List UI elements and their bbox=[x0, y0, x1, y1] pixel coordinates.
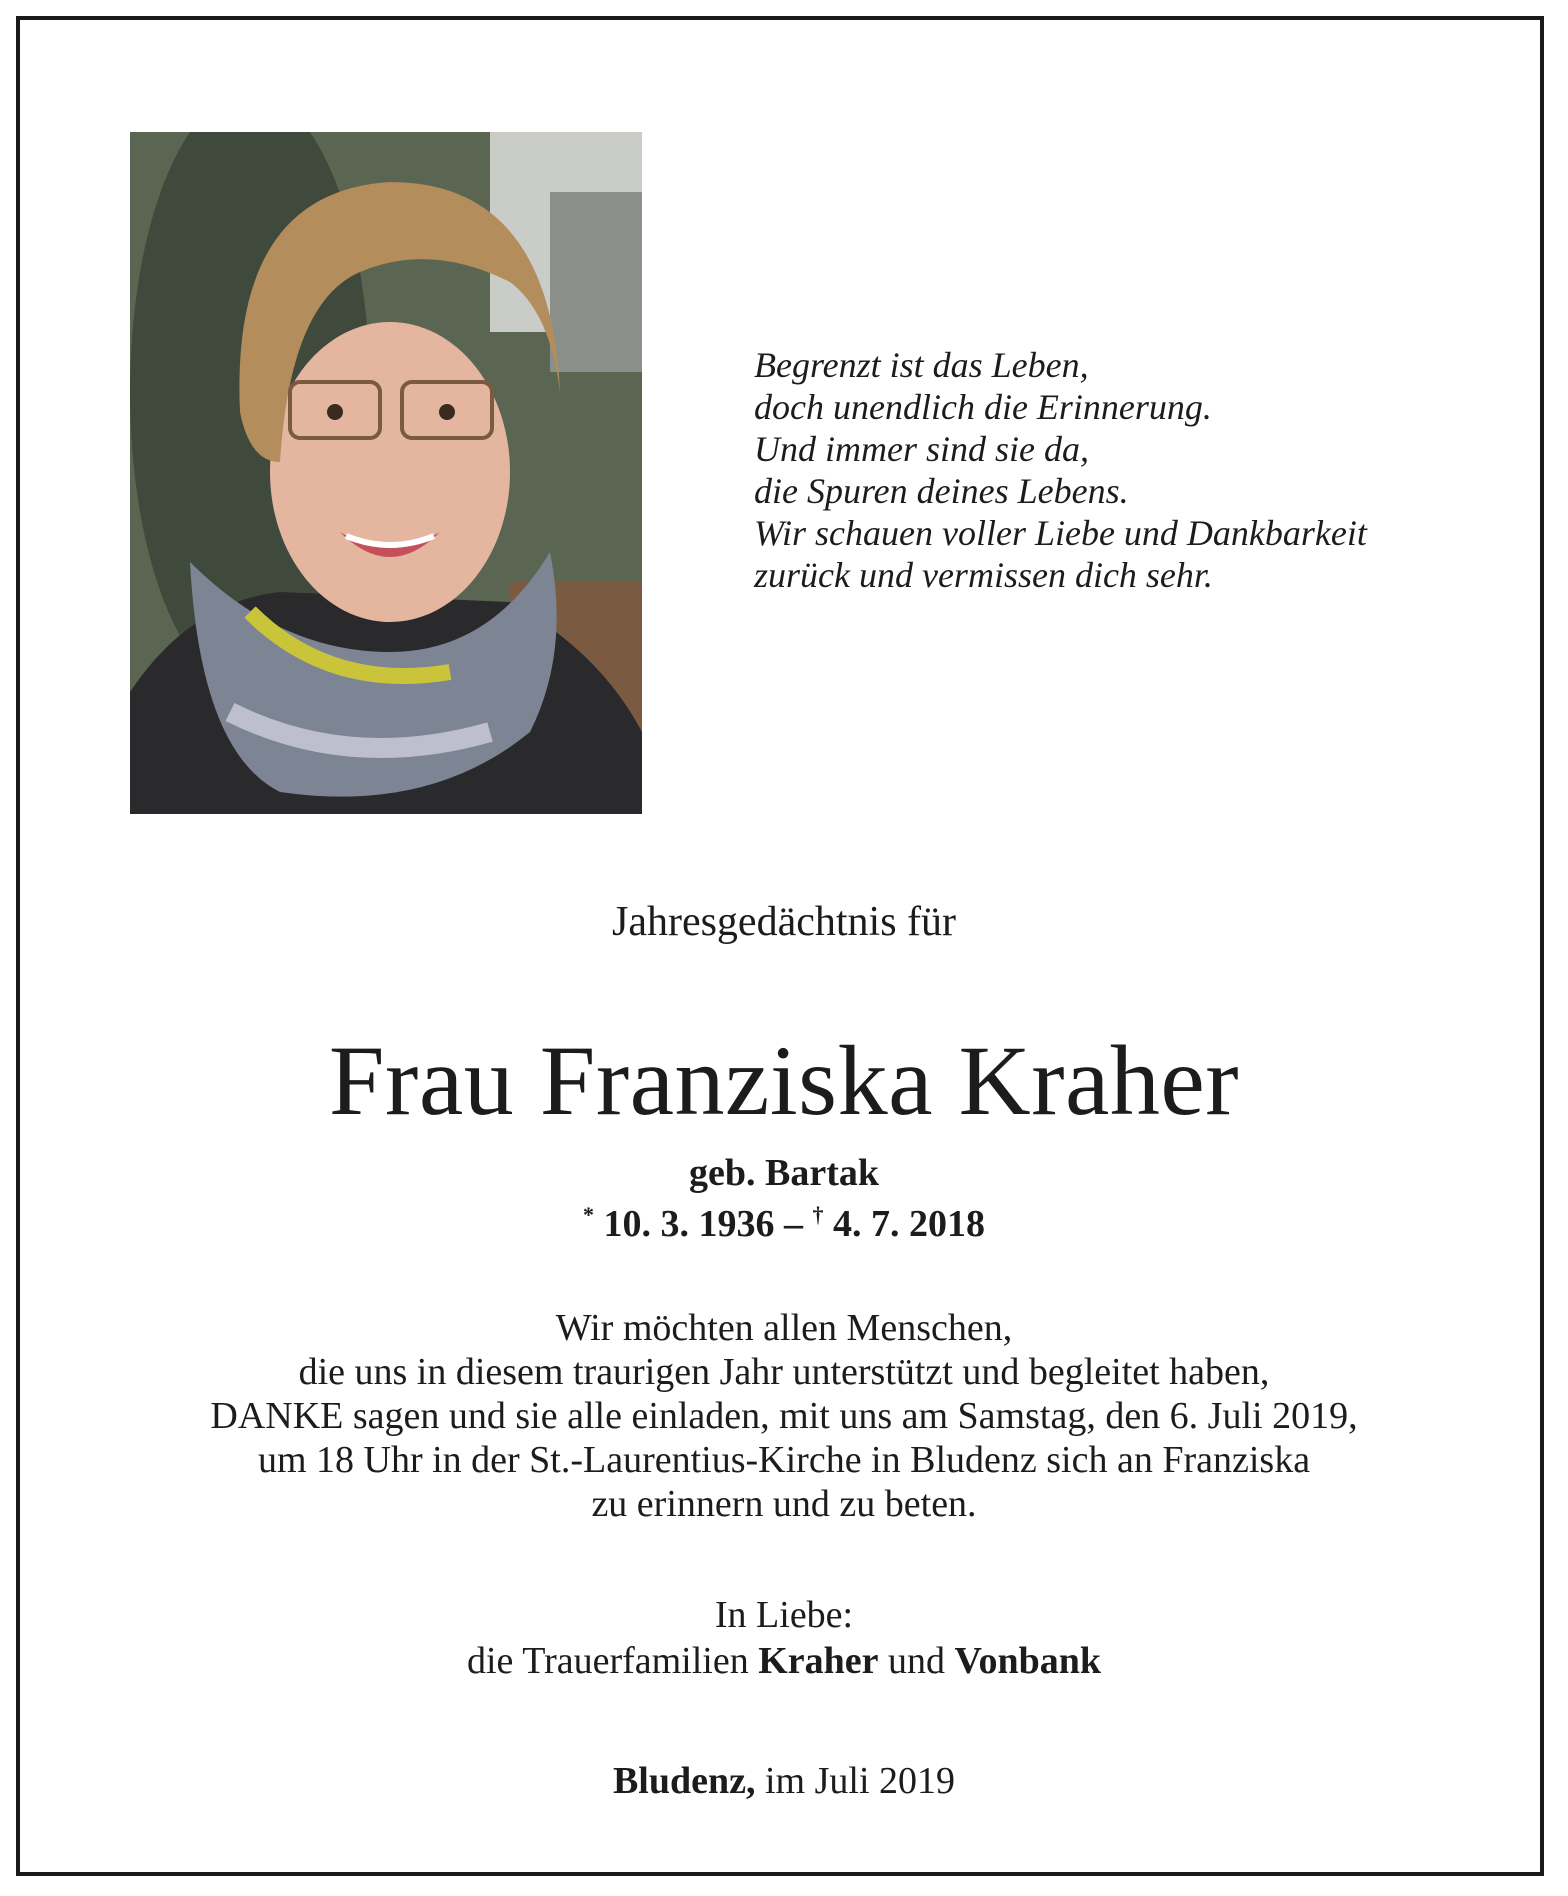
place-date bbox=[40, 1758, 1528, 1804]
place-name: Bludenz, bbox=[612, 1760, 756, 1802]
deceased-name: Frau Franziska Kraher bbox=[328, 1025, 1240, 1136]
date-separator: – bbox=[784, 1203, 803, 1245]
portrait-illustration bbox=[130, 132, 642, 814]
message-line: die uns in diesem traurigen Jahr unterstützt und begleitet haben, bbox=[298, 1351, 1270, 1393]
poem-line: Und immer sind sie da, bbox=[754, 429, 1089, 469]
memorial-intro: Jahresgedächtnis für bbox=[611, 899, 957, 945]
date-text: im Juli 2019 bbox=[765, 1760, 956, 1802]
life-dates bbox=[40, 1192, 1528, 1247]
death-symbol: † bbox=[812, 1202, 824, 1227]
memorial-poem bbox=[754, 344, 1514, 596]
poem-line: zurück und vermissen dich sehr. bbox=[754, 555, 1213, 595]
birth-symbol: * bbox=[583, 1202, 594, 1227]
family-name-1: Kraher bbox=[758, 1640, 879, 1682]
birth-name: geb. Bartak bbox=[689, 1152, 879, 1194]
closing-love: In Liebe: bbox=[714, 1594, 854, 1636]
poem-line: Begrenzt ist das Leben, bbox=[754, 345, 1089, 385]
message-line: um 18 Uhr in der St.-Laurentius-Kirche in Bludenz sich an Franziska bbox=[257, 1439, 1311, 1481]
poem-line: die Spuren deines Lebens. bbox=[754, 471, 1129, 511]
families-conjunction: und bbox=[888, 1640, 946, 1682]
death-date: 4. 7. 2018 bbox=[833, 1203, 985, 1245]
poem-line: Wir schauen voller Liebe und Dankbarkeit bbox=[754, 513, 1367, 553]
message-line: Wir möchten allen Menschen, bbox=[555, 1307, 1013, 1349]
family-name-2: Vonbank bbox=[954, 1640, 1102, 1682]
mourning-families bbox=[40, 1638, 1528, 1684]
birth-date: 10. 3. 1936 bbox=[603, 1203, 775, 1245]
invitation-message bbox=[40, 1306, 1528, 1526]
poem-line: doch unendlich die Erinnerung. bbox=[754, 387, 1212, 427]
portrait-photo bbox=[130, 132, 642, 814]
message-line: zu erinnern und zu beten. bbox=[591, 1483, 977, 1525]
families-prefix: die Trauerfamilien bbox=[466, 1640, 749, 1682]
message-line: DANKE sagen und sie alle einladen, mit uns am Samstag, den 6. Juli 2019, bbox=[210, 1395, 1358, 1437]
